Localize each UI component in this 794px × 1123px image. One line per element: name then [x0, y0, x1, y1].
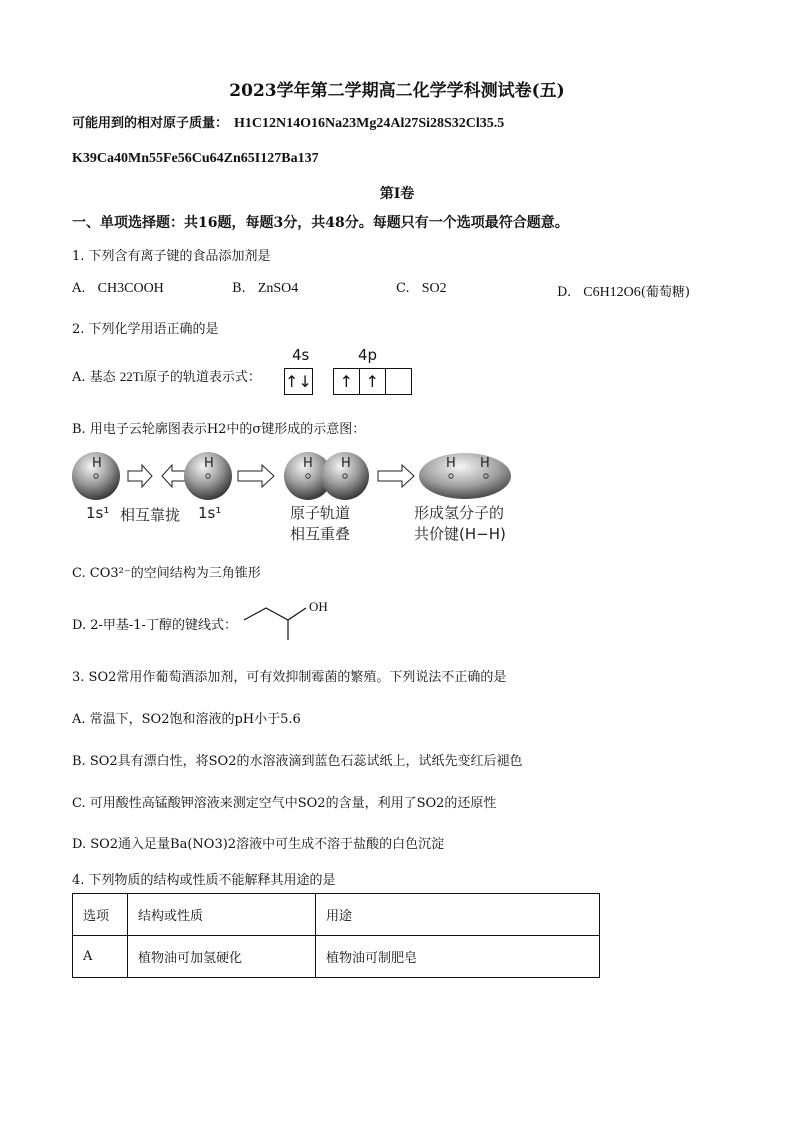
atom-label-h: H: [446, 456, 456, 471]
atomic-mass-values-1: H1C12N14O16Na23Mg24Al27Si28S32Cl35.5: [234, 116, 505, 131]
q1-option-a: [72, 281, 164, 297]
q2-option-a: [72, 366, 261, 385]
q1-option-c-letter: C.: [396, 281, 410, 296]
orbital-diagram: [284, 368, 412, 395]
atomic-mass-values-2: K39Ca40Mn55Fe56Cu64Zn65I127Ba137: [72, 151, 319, 166]
q3-option-a: A. 常温下，SO2饱和溶液的pH小于5.6: [72, 712, 301, 727]
atom-label-h: H: [480, 456, 490, 471]
arrow-right-icon: [378, 465, 414, 487]
q1-option-d-note: (葡萄糖): [640, 285, 690, 300]
q1-option-a-letter: A.: [72, 281, 86, 296]
q1-option-c-text: SO2: [421, 281, 447, 296]
q1-option-b-text: ZnSO4: [257, 281, 299, 296]
page-title: 2023学年第二学期高二化学学科测试卷(五): [229, 81, 565, 101]
q2-option-a-atom: 22Ti: [119, 369, 144, 384]
arrow-right-icon: [238, 465, 274, 487]
atom-label-h: H: [341, 456, 351, 471]
label-overlap-2: 相互重叠: [290, 525, 351, 543]
q1-stem: 1. 下列含有离子键的食品添加剂是: [72, 249, 271, 264]
q1-option-b: [232, 281, 298, 297]
atom-label-h: H: [303, 456, 313, 471]
q1-option-d: [557, 281, 690, 301]
atomic-mass-line-1: [72, 112, 504, 132]
atom-label-h: H: [204, 456, 214, 471]
orbital-box-4p-2: ↑: [359, 369, 385, 395]
orbital-gap: [312, 369, 333, 395]
q1-option-a-text: CH3COOH: [97, 281, 164, 296]
orbital-box-4p-3: [385, 369, 411, 395]
orbital-4s-label: 4s: [292, 346, 310, 364]
table-header-row: [73, 894, 600, 936]
q3-option-c: C. 可用酸性高锰酸钾溶液来测定空气中SO2的含量，利用了SO2的还原性: [72, 796, 497, 811]
orbital-box-4p-1: ↑: [333, 369, 359, 395]
q3-stem: 3. SO2常用作葡萄酒添加剂，可有效抑制霉菌的繁殖。下列说法不正确的是: [72, 670, 507, 685]
q1-option-d-letter: D.: [557, 285, 572, 300]
carbon-chain: [244, 608, 306, 620]
orbital-4p-label: 4p: [358, 346, 378, 364]
hydroxyl-label: OH: [309, 599, 328, 614]
table-cell: A: [73, 936, 128, 978]
q4-stem: 4. 下列物质的结构或性质不能解释其用途的是: [72, 873, 336, 888]
atomic-mass-label: 可能用到的相对原子质量：: [72, 116, 229, 131]
atom-label-h: H: [92, 456, 102, 471]
table-header-cell: 选项: [73, 894, 128, 936]
q2-option-a-suffix: 原子的轨道表示式：: [143, 370, 261, 385]
q2-option-a-prefix: A. 基态: [72, 370, 116, 385]
table-header-cell: 结构或性质: [128, 894, 316, 936]
label-1s-right: 1s¹: [198, 504, 222, 522]
q4-table: [72, 893, 600, 978]
table-cell: 植物油可加氢硬化: [128, 936, 316, 978]
q2-option-c: C. CO3²⁻的空间结构为三角锥形: [72, 566, 261, 581]
q1-option-d-text: C6H12O6: [583, 285, 641, 300]
label-bond-1: 形成氢分子的: [414, 504, 505, 522]
q2-option-d: D. 2-甲基-1-丁醇的键线式：: [72, 618, 237, 633]
arrow-left-icon: [162, 465, 186, 487]
table-cell: 植物油可制肥皂: [316, 936, 600, 978]
table-header-cell: 用途: [316, 894, 600, 936]
section-title: 一、单项选择题：共16题，每题3分，共48分。每题只有一个选项最符合题意。: [72, 215, 569, 231]
q1-option-b-letter: B.: [232, 281, 246, 296]
label-bond-2: 共价键(H−H): [414, 525, 506, 543]
q3-option-b: B. SO2具有漂白性，将SO2的水溶液滴到蓝色石蕊试纸上，试纸先变红后褪色: [72, 754, 523, 769]
label-overlap-1: 原子轨道: [290, 504, 351, 522]
label-1s-left: 1s¹: [86, 504, 110, 522]
q1-option-c: [396, 281, 447, 297]
orbital-box-4s: ↑↓: [285, 369, 313, 395]
label-approach: 相互靠拢: [120, 506, 181, 524]
q2-option-b: B. 用电子云轮廓图表示H2中的σ键形成的示意图：: [72, 422, 366, 437]
part-title: 第Ⅰ卷: [379, 186, 415, 202]
arrow-right-icon: [128, 465, 152, 487]
q3-option-d: D. SO2通入足量Ba(NO3)2溶液中可生成不溶于盐酸的白色沉淀: [72, 837, 445, 852]
table-row: [73, 936, 600, 978]
h2-molecule-orbital: [419, 453, 511, 499]
q2-stem: 2. 下列化学用语正确的是: [72, 322, 219, 337]
